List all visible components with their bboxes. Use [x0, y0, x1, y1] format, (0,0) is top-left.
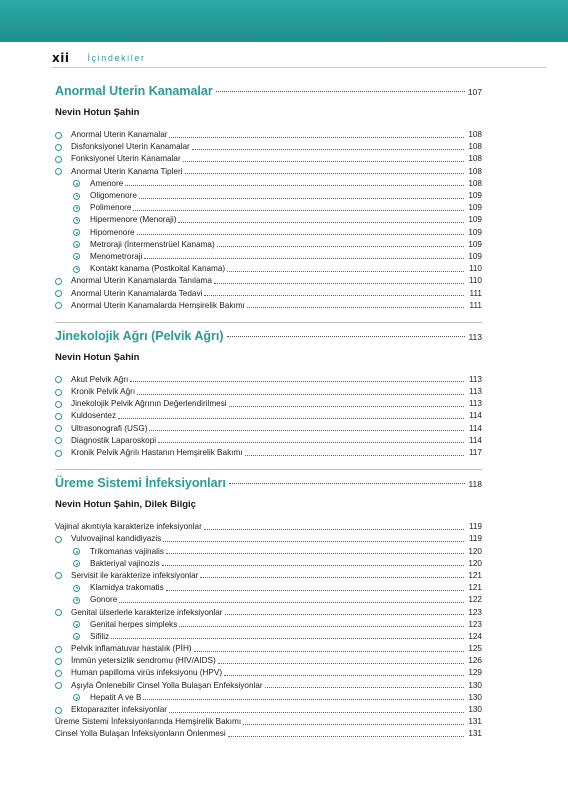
entry-page-number: 109 — [468, 215, 482, 225]
entry-label: Anormal Uterin Kanamalar — [71, 130, 168, 140]
chapter-section — [55, 476, 482, 740]
toc-entry[interactable] — [55, 386, 482, 398]
chapter-author: Nevin Hotun Şahin — [55, 351, 140, 363]
dot-leader — [133, 210, 464, 211]
toc-subentry[interactable] — [55, 692, 482, 704]
entry-label: Kontakt kanama (Postkoital Kanama) — [90, 264, 226, 274]
entry-label: Anormal Uterin Kanama Tipleri — [71, 166, 183, 176]
chapter-author: Nevin Hotun Şahin — [55, 107, 140, 118]
table-of-contents — [55, 84, 482, 741]
toc-entry[interactable] — [55, 606, 482, 618]
entry-page-number: 131 — [468, 717, 482, 727]
toc-entry[interactable] — [55, 153, 482, 165]
chapter-page-number: 113 — [468, 331, 482, 342]
toc-entry[interactable] — [55, 129, 482, 141]
dot-leader — [130, 381, 464, 382]
chapter-heading[interactable] — [55, 329, 482, 351]
entry-list — [55, 521, 482, 740]
dot-leader — [227, 336, 466, 337]
entry-page-number: 109 — [468, 251, 482, 261]
entry-page-number: 109 — [468, 191, 482, 201]
toc-subentry[interactable] — [55, 227, 482, 239]
toc-subentry[interactable] — [55, 558, 482, 570]
toc-subentry[interactable] — [55, 582, 482, 594]
toc-entry[interactable] — [55, 275, 482, 287]
entry-page-number: 123 — [468, 619, 482, 629]
top-color-band — [0, 0, 568, 42]
toc-entry[interactable] — [55, 521, 482, 533]
toc-subentry[interactable] — [55, 251, 482, 263]
dot-leader — [192, 149, 464, 150]
sub-bullet-icon — [73, 633, 80, 640]
entry-label: Pelvik inflamatuvar hastalık (PİH) — [71, 644, 192, 654]
entry-label: Anormal Uterin Kanamalarda Hemşirelik Bakımı — [71, 300, 245, 310]
entry-page-number: 119 — [468, 534, 482, 544]
entry-page-number: 131 — [468, 729, 482, 739]
bullet-icon — [55, 389, 62, 396]
bullet-icon — [55, 401, 62, 408]
dot-leader — [216, 91, 465, 92]
entry-page-number: 114 — [468, 435, 482, 445]
dot-leader — [178, 222, 464, 223]
dot-leader — [166, 590, 464, 591]
dot-leader — [200, 577, 464, 578]
dot-leader — [224, 675, 464, 676]
entry-page-number: 113 — [468, 399, 482, 409]
sub-bullet-icon — [73, 217, 80, 224]
entry-label: Oligomenore — [90, 191, 137, 201]
entry-page-number: 123 — [468, 607, 482, 617]
dot-leader — [247, 307, 464, 308]
chapter-divider — [55, 322, 482, 323]
toc-entry[interactable] — [55, 447, 482, 459]
dot-leader — [119, 602, 464, 603]
entry-label: Vajinal akıntıyla karakterize infeksiyonlar — [55, 522, 202, 532]
bullet-icon — [55, 670, 62, 677]
chapter-author: Nevin Hotun Şahin, Dilek Bilgiç — [55, 499, 196, 511]
entry-label: Anormal Uterin Kanamalarda Tedavi — [71, 288, 203, 298]
entry-page-number: 108 — [468, 142, 482, 152]
entry-list — [55, 129, 482, 312]
entry-page-number: 126 — [468, 656, 482, 666]
toc-entry[interactable] — [55, 300, 482, 312]
entry-label: Genital ülserlerle karakterize infeksiyonlar — [71, 607, 223, 617]
chapter-section — [55, 329, 482, 459]
entry-page-number: 109 — [468, 227, 482, 237]
sub-bullet-icon — [73, 253, 80, 260]
entry-page-number: 111 — [469, 288, 482, 298]
entry-page-number: 109 — [468, 239, 482, 249]
toc-subentry[interactable] — [55, 619, 482, 631]
toc-entry[interactable] — [55, 423, 482, 435]
entry-label: Diagnostik Laparoskopi — [71, 435, 157, 445]
entry-page-number: 130 — [468, 680, 482, 690]
bullet-icon — [55, 302, 62, 309]
entry-label: Klamidya trakomatis — [90, 583, 164, 593]
dot-leader — [125, 185, 464, 186]
bullet-icon — [55, 646, 62, 653]
entry-label: İmmün yetersizlik sendromu (HIV/AIDS) — [71, 656, 216, 666]
dot-leader — [163, 541, 464, 542]
dot-leader — [227, 271, 464, 272]
bullet-icon — [55, 290, 62, 297]
entry-page-number: 119 — [468, 522, 482, 532]
chapter-title: Üreme Sistemi İnfeksiyonları — [55, 476, 226, 491]
toc-entry[interactable] — [55, 141, 482, 153]
entry-label: Servisit ile karakterize infeksiyonlar — [71, 570, 199, 580]
toc-entry[interactable] — [55, 680, 482, 692]
bullet-icon — [55, 682, 62, 689]
dot-leader — [245, 455, 464, 456]
entry-page-number: 108 — [468, 130, 482, 140]
chapter-page-number: 107 — [467, 87, 482, 97]
entry-label: Bakteriyal vajinozis — [90, 558, 160, 568]
dot-leader — [217, 246, 464, 247]
entry-page-number: 108 — [468, 166, 482, 176]
page-number: xii — [52, 50, 70, 65]
entry-label: Hepatit A ve B — [90, 692, 142, 702]
dot-leader — [118, 418, 464, 419]
sub-bullet-icon — [73, 597, 80, 604]
entry-label: Trikomanas vajinalis — [90, 546, 164, 556]
entry-label: Gonore — [90, 595, 118, 605]
sub-bullet-icon — [73, 621, 80, 628]
dot-leader — [204, 529, 464, 530]
bullet-icon — [55, 572, 62, 579]
entry-label: Kronik Pelvik Ağrılı Hastanın Hemşirelik Bakımı — [71, 448, 243, 458]
sub-bullet-icon — [73, 266, 80, 273]
entry-page-number: 113 — [468, 374, 482, 384]
bullet-icon — [55, 132, 62, 139]
toc-entry[interactable] — [55, 728, 482, 740]
entry-page-number: 120 — [468, 558, 482, 568]
dot-leader — [144, 258, 464, 259]
entry-page-number: 124 — [468, 631, 482, 641]
sub-bullet-icon — [73, 585, 80, 592]
bullet-icon — [55, 609, 62, 616]
toc-subentry[interactable] — [55, 190, 482, 202]
entry-label: Hipermenore (Menoraji) — [90, 215, 177, 225]
bullet-icon — [55, 144, 62, 151]
toc-subentry[interactable] — [55, 214, 482, 226]
chapter-heading[interactable] — [55, 476, 482, 498]
entry-page-number: 114 — [468, 411, 482, 421]
entry-page-number: 121 — [468, 583, 482, 593]
bullet-icon — [55, 168, 62, 175]
entry-page-number: 109 — [468, 203, 482, 213]
dot-leader — [149, 430, 464, 431]
entry-label: Jinekolojik Pelvik Ağrının Değerlendirilmesi — [71, 399, 227, 409]
toc-entry[interactable] — [55, 374, 482, 386]
sub-bullet-icon — [73, 694, 80, 701]
entry-label: Human papilloma virüs infeksiyonu (HPV) — [71, 668, 223, 678]
dot-leader — [183, 161, 464, 162]
sub-bullet-icon — [73, 241, 80, 248]
entry-page-number: 129 — [468, 668, 482, 678]
entry-page-number: 108 — [468, 178, 482, 188]
toc-entry[interactable] — [55, 716, 482, 728]
sub-bullet-icon — [73, 180, 80, 187]
toc-entry[interactable] — [55, 166, 482, 178]
toc-entry[interactable] — [55, 655, 482, 667]
dot-leader — [137, 234, 464, 235]
sub-bullet-icon — [73, 560, 80, 567]
dot-leader — [225, 614, 464, 615]
bullet-icon — [55, 425, 62, 432]
dot-leader — [194, 651, 464, 652]
sub-bullet-icon — [73, 548, 80, 555]
chapter-title: Anormal Uterin Kanamalar — [55, 84, 213, 98]
entry-list — [55, 374, 482, 459]
toc-subentry[interactable] — [55, 594, 482, 606]
toc-subentry[interactable] — [55, 239, 482, 251]
entry-label: Kronik Pelvik Ağrı — [71, 387, 136, 397]
dot-leader — [229, 483, 466, 484]
entry-label: Üreme Sistemi İnfeksiyonlarında Hemşirelik Bakımı — [55, 717, 242, 727]
entry-page-number: 110 — [468, 264, 482, 274]
chapter-divider — [55, 469, 482, 470]
bullet-icon — [55, 450, 62, 457]
dot-leader — [143, 699, 464, 700]
dot-leader — [229, 406, 464, 407]
dot-leader — [214, 283, 464, 284]
dot-leader — [218, 663, 464, 664]
dot-leader — [137, 394, 464, 395]
dot-leader — [169, 137, 464, 138]
toc-entry[interactable] — [55, 704, 482, 716]
toc-entry[interactable] — [55, 667, 482, 679]
entry-page-number: 121 — [468, 570, 482, 580]
dot-leader — [265, 687, 464, 688]
dot-leader — [162, 565, 464, 566]
toc-entry[interactable] — [55, 570, 482, 582]
entry-label: Fonksiyonel Uterin Kanamalar — [71, 154, 181, 164]
toc-entry[interactable] — [55, 287, 482, 299]
toc-entry[interactable] — [55, 398, 482, 410]
toc-subentry[interactable] — [55, 631, 482, 643]
bullet-icon — [55, 156, 62, 163]
entry-label: Anormal Uterin Kanamalarda Tanılama — [71, 276, 212, 286]
entry-label: Ektoparaziter infeksiyonlar — [71, 705, 168, 715]
toc-subentry[interactable] — [55, 178, 482, 190]
entry-label: Disfonksiyonel Uterin Kanamalar — [71, 142, 190, 152]
entry-page-number: 111 — [469, 300, 482, 310]
chapter-title: Jinekolojik Ağrı (Pelvik Ağrı) — [55, 328, 224, 343]
page-header — [52, 48, 546, 68]
entry-label: Amenore — [90, 178, 124, 188]
chapter-page-number: 118 — [468, 479, 482, 490]
bullet-icon — [55, 658, 62, 665]
entry-page-number: 108 — [468, 154, 482, 164]
dot-leader — [179, 626, 464, 627]
entry-page-number: 114 — [468, 423, 482, 433]
dot-leader — [243, 724, 464, 725]
entry-label: Hipomenore — [90, 227, 135, 237]
running-title: İçindekiler — [87, 52, 146, 63]
toc-entry[interactable] — [55, 410, 482, 422]
entry-page-number: 125 — [468, 644, 482, 654]
dot-leader — [228, 736, 464, 737]
entry-label: Ultrasonografi (USG) — [71, 423, 148, 433]
entry-label: Aşıyla Önlenebilir Cinsel Yolla Bulaşan Enfeksiyonlar — [71, 680, 263, 690]
sub-bullet-icon — [73, 193, 80, 200]
entry-page-number: 130 — [468, 705, 482, 715]
chapter-section — [55, 84, 482, 312]
toc-subentry[interactable] — [55, 202, 482, 214]
toc-entry[interactable] — [55, 643, 482, 655]
entry-label: Cinsel Yolla Bulaşan İnfeksiyonların Önlenmesi — [55, 729, 226, 739]
toc-subentry[interactable] — [55, 546, 482, 558]
entry-page-number: 113 — [468, 387, 482, 397]
bullet-icon — [55, 707, 62, 714]
entry-page-number: 120 — [468, 546, 482, 556]
dot-leader — [139, 198, 464, 199]
entry-label: Polimenore — [90, 203, 132, 213]
dot-leader — [185, 173, 465, 174]
dot-leader — [158, 442, 464, 443]
entry-label: Menometroraji — [90, 251, 143, 261]
toc-entry[interactable] — [55, 533, 482, 545]
entry-page-number: 110 — [468, 276, 482, 286]
bullet-icon — [55, 437, 62, 444]
entry-label: Kuldosentez — [71, 411, 117, 421]
toc-subentry[interactable] — [55, 263, 482, 275]
sub-bullet-icon — [73, 229, 80, 236]
entry-label: Genital herpes simpleks — [90, 619, 178, 629]
entry-label: Akut Pelvik Ağrı — [71, 374, 129, 384]
entry-page-number: 117 — [468, 448, 482, 458]
bullet-icon — [55, 536, 62, 543]
entry-label: Metroraji (İntermenstrüel Kanama) — [90, 239, 215, 249]
toc-entry[interactable] — [55, 435, 482, 447]
bullet-icon — [55, 278, 62, 285]
dot-leader — [204, 295, 464, 296]
entry-label: Sifiliz — [90, 631, 110, 641]
dot-leader — [111, 638, 464, 639]
entry-page-number: 122 — [468, 595, 482, 605]
dot-leader — [166, 553, 464, 554]
entry-page-number: 130 — [468, 692, 482, 702]
sub-bullet-icon — [73, 205, 80, 212]
chapter-heading[interactable] — [55, 84, 482, 106]
bullet-icon — [55, 413, 62, 420]
bullet-icon — [55, 376, 62, 383]
dot-leader — [169, 712, 464, 713]
entry-label: Vulvovajinal kandidiyazis — [71, 534, 162, 544]
